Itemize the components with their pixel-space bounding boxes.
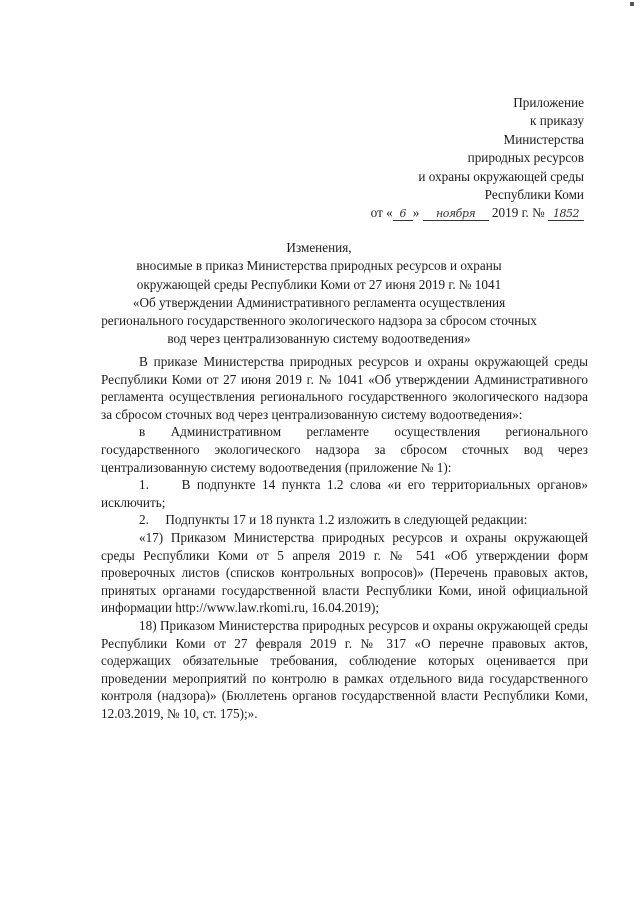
appendix-line: и охраны окружающей среды bbox=[418, 168, 584, 184]
date-day: 6 bbox=[393, 208, 413, 221]
appendix-line: Республики Коми bbox=[484, 187, 584, 203]
appendix-header bbox=[371, 94, 584, 223]
title-line: «Об утверждении Административного регламента осуществления bbox=[132, 294, 506, 310]
date-year: 2019 г. № bbox=[491, 205, 545, 221]
body-paragraph: 18) Приказом Министерства природных ресурсов и охраны окружающей среды Республики Коми от 27 февраля 2019 г. № 317 «О перечне правовых актов, содержащих обязательные требования, соблюдение которых оценивается при проведении мероприятий по контролю в рамках отдельного вида государственного контроля (надзора)» (Бюллетень органов государственной власти Республики Коми, 12.03.2019, № 10, ст. 175);». bbox=[101, 617, 588, 721]
date-prefix: от « bbox=[370, 205, 393, 221]
appendix-line: Министерства bbox=[503, 131, 584, 147]
scan-mark bbox=[630, 2, 634, 6]
document-title bbox=[96, 239, 542, 349]
date-mid: » bbox=[412, 205, 420, 221]
document-body bbox=[101, 353, 588, 722]
body-paragraph: 1. В подпункте 14 пункта 1.2 слова «и его территориальных органов» исключить; bbox=[101, 477, 588, 510]
appendix-line: к приказу bbox=[530, 113, 584, 129]
order-number: 1852 bbox=[548, 208, 584, 221]
body-paragraph: 2. Подпункты 17 и 18 пункта 1.2 изложить в следующей редакции: bbox=[139, 512, 528, 528]
body-paragraph: «17) Приказом Министерства природных ресурсов и охраны окружающей среды Республики Коми от 5 апреля 2019 г. № 541 «Об утверждении форм проверочных листов (списков контрольных вопросов)» (Перечень правовых актов, принятых органами государственной власти Республики Коми, иной официальной информации http://www.law.rkomi.ru, 16.04.2019); bbox=[101, 529, 588, 616]
title-line: регионального государственного экологического надзора за сбросом сточных bbox=[101, 313, 537, 329]
body-paragraph: в Административном регламенте осуществления регионального государственного экологического надзора за сбросом сточных вод через централизованную систему водоотведения (приложение № 1): bbox=[101, 424, 588, 475]
order-date-line bbox=[371, 204, 584, 222]
title-line: вносимые в приказ Министерства природных ресурсов и охраны bbox=[136, 258, 502, 274]
date-month: ноября bbox=[423, 208, 489, 221]
title-line: Изменения, bbox=[286, 240, 352, 255]
body-paragraph: В приказе Министерства природных ресурсов и охраны окружающей среды Республики Коми от 27 июня 2019 г. № 1041 «Об утверждении Административного регламента осуществления регионального государственного экологического надзора за сбросом сточных вод через централизованную систему водоотведения»: bbox=[101, 354, 588, 422]
title-line: вод через централизованную систему водоотведения» bbox=[167, 331, 471, 347]
appendix-line: Приложение bbox=[513, 95, 584, 110]
appendix-line: природных ресурсов bbox=[467, 150, 584, 166]
title-line: окружающей среды Республики Коми от 27 июня 2019 г. № 1041 bbox=[136, 276, 502, 292]
